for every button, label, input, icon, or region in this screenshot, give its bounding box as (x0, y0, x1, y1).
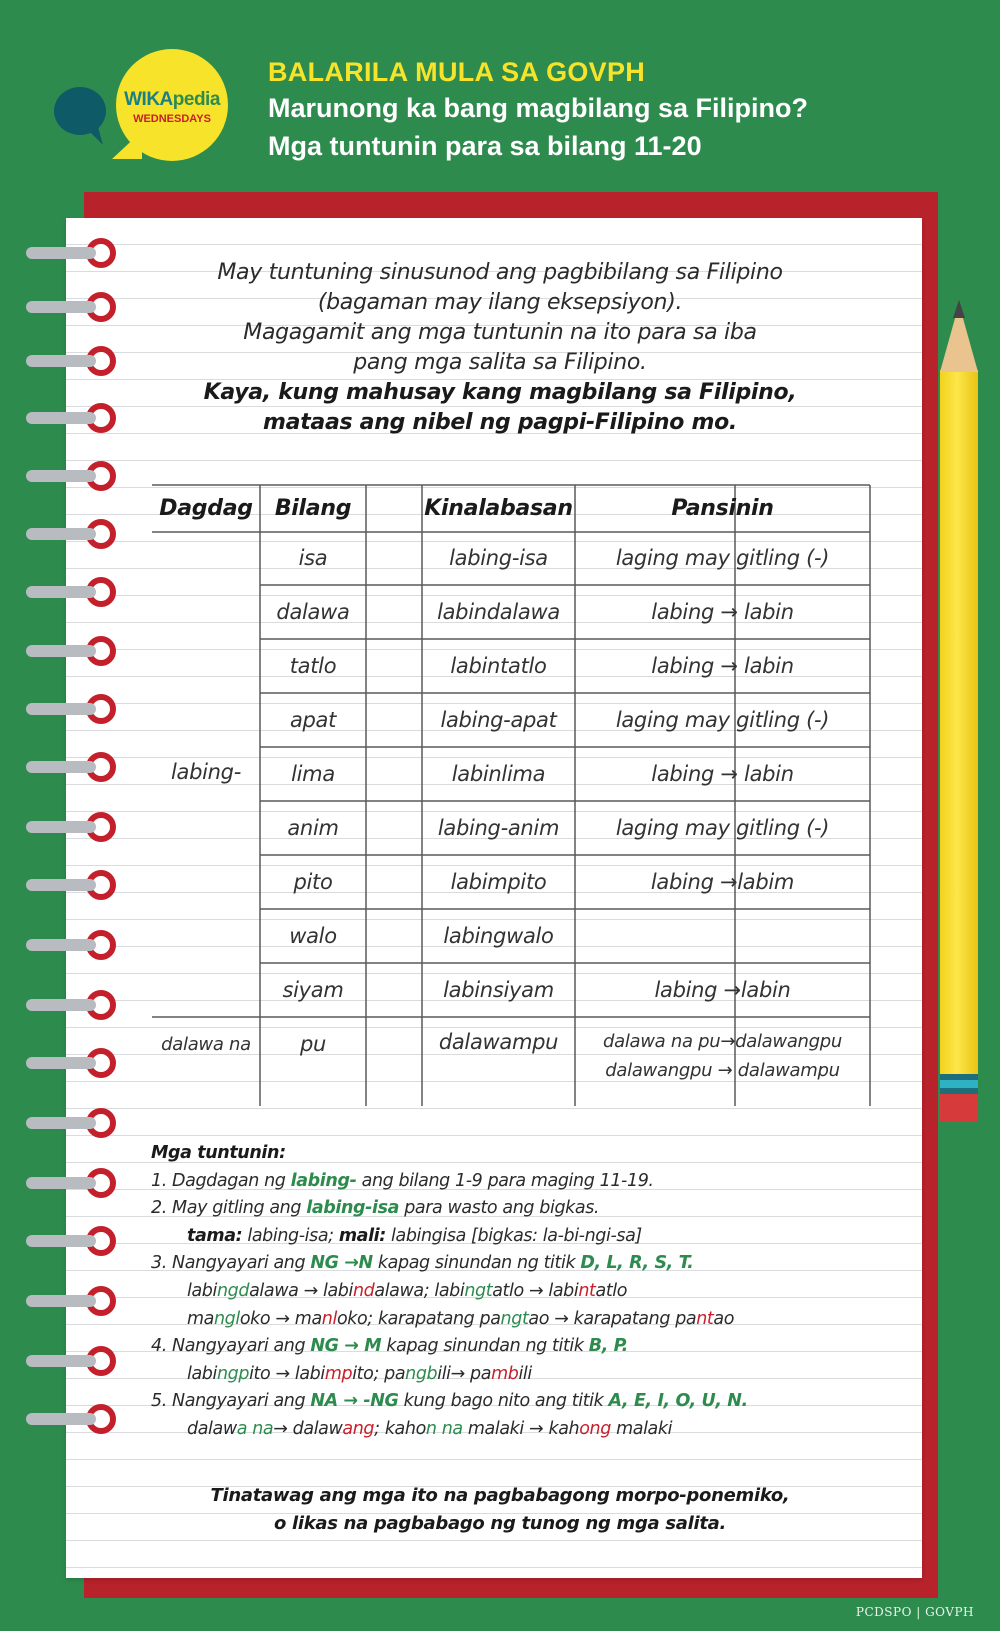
table-cell-bilang: tatlo (289, 654, 337, 678)
rules-list (151, 1140, 911, 1444)
table-cell-kinalabasan: labingwalo (443, 924, 554, 948)
intro-line: Magagamit ang mga tuntunin na ito para sa iba (243, 320, 757, 345)
closing-text (150, 1482, 850, 1538)
rules-title: Mga tuntunin: (151, 1143, 286, 1163)
intro-line: May tuntuning sinusunod ang pagbibilang sa Filipino (217, 260, 783, 285)
table-cell-kinalabasan: labindalawa (437, 600, 560, 624)
intro-line: (bagaman may ilang eksepsiyon). (317, 290, 683, 315)
table-cell-kinalabasan: labing-apat (440, 708, 557, 732)
header-title-2: Mga tuntunin para sa bilang 11-20 (268, 131, 702, 161)
pencil-lead (953, 300, 965, 318)
table-cell-pansinin: labing →labim (650, 870, 795, 894)
table-cell-bilang: apat (289, 708, 337, 732)
table-cell-pansinin: labing → labin (651, 762, 794, 786)
wikapedia-logo (52, 45, 232, 165)
rule-4: 4. Nangyayari ang NG → M kapag sinundan ng titik B, P. (151, 1336, 628, 1357)
header-dagdag: Dagdag (159, 496, 253, 521)
last-row-dagdag: dalawa na (161, 1034, 251, 1055)
last-row-bilang: pu (299, 1032, 327, 1056)
rule-2-example: tama: labing-isa; mali: labingisa [bigkas: la-bi-ngi-sa] (187, 1225, 642, 1246)
header-title-1: Marunong ka bang magbilang sa Filipino? (268, 93, 809, 123)
intro-line-emphasis: Kaya, kung mahusay kang magbilang sa Filipino, (203, 380, 797, 405)
closing-line: Tinatawag ang mga ito na pagbabagong morpo-ponemiko, (210, 1485, 790, 1506)
table-cell-kinalabasan: labing-isa (449, 546, 548, 570)
table-cell-pansinin: laging may gitling (-) (615, 816, 830, 840)
rule-3-example-1: labingdalawa → labindalawa; labingtatlo → labintatlo (187, 1280, 628, 1301)
intro-line-emphasis: mataas ang nibel ng pagpi-Filipino mo. (263, 410, 737, 435)
table-cell-kinalabasan: labinsiyam (443, 978, 554, 1002)
table-cell-kinalabasan: labinlima (451, 762, 546, 786)
table-grid (152, 482, 872, 1112)
header-kinalabasan: Kinalabasan (424, 496, 573, 521)
pencil-eraser (940, 1094, 978, 1122)
table-cell-bilang: lima (291, 762, 335, 786)
prefix-cell: labing- (171, 760, 241, 784)
last-row-pansinin-2: dalawangpu → dalawampu (605, 1060, 840, 1081)
credit: PCDSPO | GOVPH (855, 1605, 974, 1619)
header-bilang: Bilang (274, 496, 352, 521)
table-cell-pansinin: labing → labin (651, 654, 794, 678)
table-cell-pansinin: labing →labin (654, 978, 791, 1002)
rule-2: 2. May gitling ang labing-isa para wasto ang bigkas. (151, 1198, 600, 1219)
header-pansinin: Pansinin (671, 496, 774, 521)
table-cell-bilang: walo (289, 924, 337, 948)
table-cell-pansinin: laging may gitling (-) (615, 708, 830, 732)
intro-line: pang mga salita sa Filipino. (353, 350, 647, 375)
table-cell-pansinin: laging may gitling (-) (615, 546, 830, 570)
table-cell-bilang: isa (298, 546, 328, 570)
last-row-kinalabasan: dalawampu (438, 1030, 559, 1054)
rule-5-example: dalawa na→ dalawang; kahon na malaki → kahong malaki (187, 1418, 673, 1439)
header (268, 55, 808, 165)
table-cell-bilang: pito (293, 870, 333, 894)
table-cell-pansinin: labing → labin (651, 600, 794, 624)
intro-text (150, 258, 850, 438)
table-cell-bilang: siyam (282, 978, 344, 1002)
table-cell-kinalabasan: labintatlo (450, 654, 547, 678)
rule-3: 3. Nangyayari ang NG →N kapag sinundan ng titik D, L, R, S, T. (151, 1253, 694, 1274)
last-row-pansinin-1: dalawa na pu→dalawangpu (602, 1031, 843, 1052)
logo-title: WIKApedia (124, 89, 220, 110)
table-cell-kinalabasan: labimpito (450, 870, 547, 894)
pencil-icon (940, 370, 978, 1074)
header-kicker: BALARILA MULA SA GOVPH (268, 57, 646, 87)
closing-line: o likas na pagbabago ng tunog ng mga salita. (273, 1513, 727, 1534)
table-cell-bilang: dalawa (276, 600, 350, 624)
rule-3-example-2: mangloko → manloko; karapatang pangtao → karapatang pantao (187, 1308, 735, 1329)
logo-subtitle: WEDNESDAYS (133, 113, 211, 125)
rule-5: 5. Nangyayari ang NA → -NG kung bago nito ang titik A, E, I, O, U, N. (151, 1391, 748, 1412)
table-cell-bilang: anim (287, 816, 339, 840)
pencil-band (940, 1080, 978, 1088)
rule-1: 1. Dagdagan ng labing- ang bilang 1-9 para maging 11-19. (151, 1170, 654, 1191)
rule-4-example: labingpito → labimpito; pangbili→ pambili (187, 1363, 532, 1384)
table-cell-kinalabasan: labing-anim (437, 816, 560, 840)
